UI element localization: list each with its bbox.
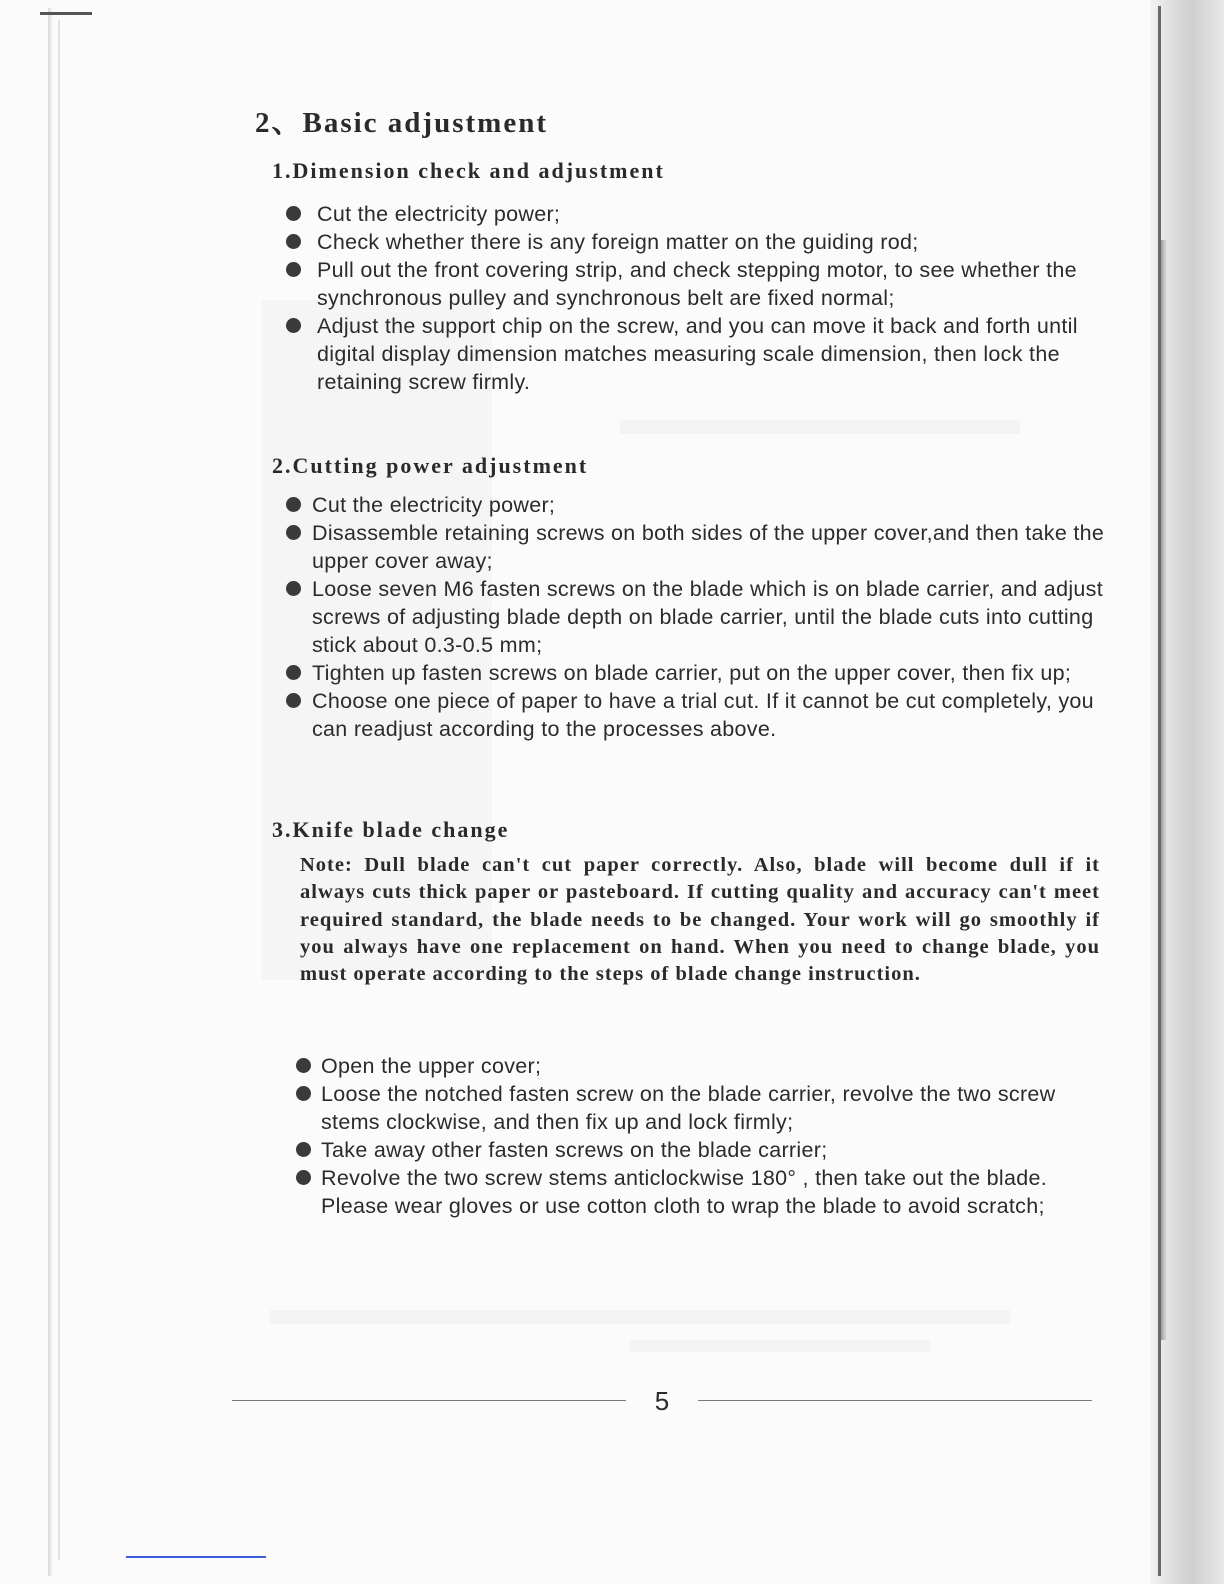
bullet-icon bbox=[286, 693, 301, 708]
list-item: Tighten up fasten screws on blade carrier, put on the upper cover, then fix up; bbox=[286, 659, 1108, 687]
list-item: Disassemble retaining screws on both sides of the upper cover,and then take the upper cover away; bbox=[286, 519, 1108, 575]
list-item: Open the upper cover; bbox=[296, 1052, 1108, 1080]
bullet-icon bbox=[296, 1142, 311, 1157]
section-title-dimension: 1.Dimension check and adjustment bbox=[272, 158, 665, 183]
list-item: Choose one piece of paper to have a trial cut. If it cannot be cut completely, you can readjust according to the processes above. bbox=[286, 687, 1108, 743]
bullet-icon bbox=[286, 665, 301, 680]
list-item: Cut the electricity power; bbox=[286, 200, 1112, 228]
bullet-icon bbox=[296, 1058, 311, 1073]
bullet-icon bbox=[286, 525, 301, 540]
list-item: Pull out the front covering strip, and check stepping motor, to see whether the synchronous pulley and synchronous belt are fixed normal; bbox=[286, 256, 1112, 312]
bullet-icon bbox=[286, 234, 301, 249]
list-item: Loose the notched fasten screw on the blade carrier, revolve the two screw stems clockwise, and then fix up and lock firmly; bbox=[296, 1080, 1108, 1136]
section-list-knife-blade bbox=[296, 1052, 1108, 1220]
bullet-icon bbox=[286, 262, 301, 277]
bullet-icon bbox=[286, 318, 301, 333]
list-item: Cut the electricity power; bbox=[286, 491, 1108, 519]
section-title-knife-blade: 3.Knife blade change bbox=[272, 817, 510, 842]
section-title-cutting-power: 2.Cutting power adjustment bbox=[272, 453, 589, 478]
list-item: Check whether there is any foreign matter on the guiding rod; bbox=[286, 228, 1112, 256]
page-heading: 2、Basic adjustment bbox=[255, 107, 548, 139]
footer-rule-right bbox=[698, 1400, 1092, 1401]
bullet-icon bbox=[286, 206, 301, 221]
bullet-icon bbox=[296, 1086, 311, 1101]
section-list-dimension bbox=[286, 200, 1112, 396]
list-item: Loose seven M6 fasten screws on the blade which is on blade carrier, and adjust screws of adjusting blade depth on blade carrier, until the blade cuts into cutting stick about 0.3-0.5 mm; bbox=[286, 575, 1108, 659]
section-list-cutting-power bbox=[286, 491, 1108, 743]
blade-change-note: Note: Dull blade can't cut paper correctly. Also, blade will become dull if it always cuts thick paper or pasteboard. If cutting quality and accuracy can't meet required standard, the blade needs to be changed. Your work will go smoothly if you always have one replacement on hand. When you need to change blade, you must operate according to the steps of blade change instruction. bbox=[300, 854, 1100, 986]
bullet-icon bbox=[286, 497, 301, 512]
footer-rule-left bbox=[232, 1400, 626, 1401]
list-item: Adjust the support chip on the screw, and you can move it back and forth until digital display dimension matches measuring scale dimension, then lock the retaining screw firmly. bbox=[286, 312, 1112, 396]
bullet-icon bbox=[286, 581, 301, 596]
bullet-icon bbox=[296, 1170, 311, 1185]
list-item: Revolve the two screw stems anticlockwise 180° , then take out the blade. Please wear gloves or use cotton cloth to wrap the blade to avoid scratch; bbox=[296, 1164, 1108, 1220]
page-number: 5 bbox=[654, 1386, 670, 1416]
list-item: Take away other fasten screws on the blade carrier; bbox=[296, 1136, 1108, 1164]
